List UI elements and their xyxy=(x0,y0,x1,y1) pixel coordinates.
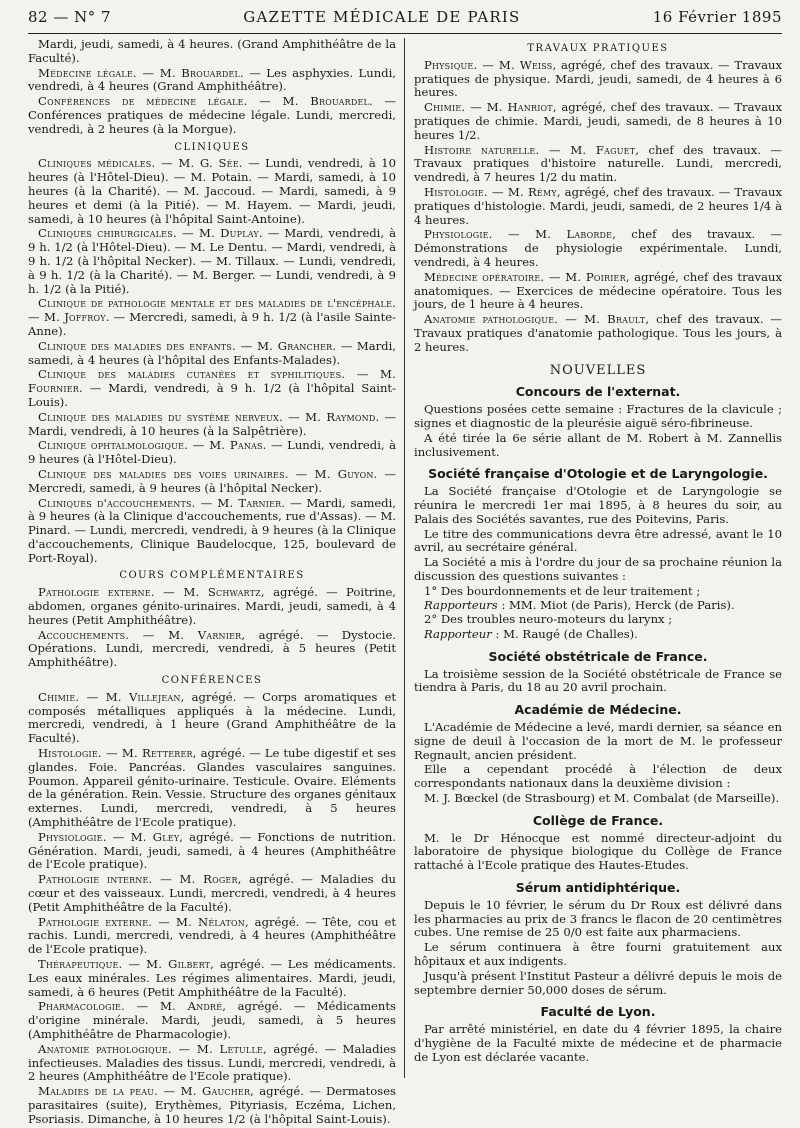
columns xyxy=(28,38,782,1128)
course-details: agrégé. — Maladies infectieuses. Maladies des tissus. Lundi, mercredi, vendredi, à 2 heures (Amphithéâtre de l'Ecole pratique). xyxy=(28,1041,397,1084)
course-entry xyxy=(28,157,396,226)
course-details: — Mardi, samedi, à 9 heures (à la Clinique d'accouchements, rue d'Assas). — M. Pinard. — Lundi, mercredi, vendredi, à 9 heures (à la Clinique d'accouchements, Clinique Baudelocque, 125, boulevard de Port-Royal). xyxy=(28,495,396,565)
course-details: — Lundi, vendredi, à 10 heures (à l'Hôtel-Dieu). — M. Potain. — Mardi, samedi, à 10 heures (à la Charité). — M. Jaccoud. — Mardi, samedi, à 9 heures et demi (à la Pitié). — M. Hayem. — Mardi, jeudi, samedi, à 10 heures (à l'hôpital Saint-Antoine). xyxy=(28,156,396,226)
rapporteur-label: Rapporteurs xyxy=(424,598,498,613)
course-details: agrégé. — Corps aromatiques et composés métalliques appliqués à la médecine. Lundi, mercredi, vendredi, à 1 heure (Grand Amphithéâtre de la Faculté). xyxy=(28,689,396,746)
rapporteur-line xyxy=(414,599,782,613)
section-heading: CLINIQUES xyxy=(174,141,250,153)
course-name: Cliniques chirurgicales. — M. Duplay. xyxy=(38,226,263,241)
course-name: Histologie. — M. Rémy, xyxy=(424,184,561,199)
course-name: Anatomie pathologique. — M. Letulle, xyxy=(38,1041,267,1056)
course-name: Pathologie externe. — M. Schwartz, xyxy=(38,585,265,600)
column-rule xyxy=(404,38,405,1078)
course-entry xyxy=(28,747,396,830)
news-paragraph: L'Académie de Médecine a levé, mardi dernier, sa séance en signe de deuil à l'occasion de la mort de M. le professeur Regnault, ancien président. xyxy=(414,720,782,762)
news-paragraph: La Société française d'Otologie et de Laryngologie se réunira le mercredi 1er mai 1895, à 8 heures du soir, au Palais des Sociétés savantes, rue des Poitevins, Paris. xyxy=(414,484,782,526)
issue-date: 16 Février 1895 xyxy=(652,8,782,26)
course-entry xyxy=(28,1000,396,1041)
course-details: agrégé. — Tête, cou et rachis. Lundi, mercredi, vendredi, à 4 heures (Amphithéâtre de l'Ecole pratique). xyxy=(28,914,396,957)
news-paragraph: 2° Des troubles neuro-moteurs du larynx ; xyxy=(424,612,673,627)
course-entry xyxy=(414,101,782,142)
course-entry xyxy=(28,586,396,627)
news-heading: Sérum antidiphtérique. xyxy=(515,880,681,896)
course-name: Histoire naturelle. — M. Faguet, xyxy=(424,142,640,157)
section-heading: COURS COMPLÉMENTAIRES xyxy=(119,570,305,582)
course-details: agrégé, chef des travaux anatomiques. — Exercices de médecine opératoire. Tous les jours, de 1 heure à 4 heures. xyxy=(414,269,782,312)
course-name: Anatomie pathologique. — M. Brault, xyxy=(424,312,650,327)
course-details: Mardi, jeudi, samedi, à 4 heures. (Grand Amphithéâtre de la Faculté). xyxy=(28,37,396,65)
course-details: agrégé, chef des travaux. — Travaux pratiques de chimie. Mardi, jeudi, samedi, de 8 heures à 10 heures 1/2. xyxy=(414,100,782,142)
course-details: agrégé. — Fonctions de nutrition. Génération. Mardi, jeudi, samedi, à 4 heures (Amphithéâtre de l'Ecole pratique). xyxy=(28,829,396,872)
course-details: — Mardi, vendredi, à 9 h. 1/2 (à l'hôpital Saint-Louis). xyxy=(28,381,396,409)
course-name: Thérapeutique. — M. Gilbert, xyxy=(38,957,215,971)
course-name: Clinique des maladies des enfants. — M. Grancher. xyxy=(38,338,337,353)
course-name: Clinique des maladies du système nerveux. — M. Raymond. xyxy=(38,409,380,424)
news-paragraph: A été tirée la 6e série allant de M. Robert à M. Zannellis inclusivement. xyxy=(414,430,782,459)
course-name: Cliniques médicales. — M. G. Sée. xyxy=(38,156,243,171)
course-details: agrégé. — Poitrine, abdomen, organes génito-urinaires. Mardi, jeudi, samedi, à 4 heures (Petit Amphithéâtre). xyxy=(28,585,396,627)
course-details: — Les asphyxies. Lundi, vendredi, à 4 heures (Grand Amphithéâtre). xyxy=(28,65,396,94)
course-name: Chimie. — M. Villejean, xyxy=(38,689,185,704)
news-paragraph: Le sérum continuera à être fourni gratuitement aux hôpitaux et aux indigents. xyxy=(414,940,782,969)
course-details: — Mercredi, samedi, à 9 h. 1/2 (à l'asile Sainte-Anne). xyxy=(28,310,397,338)
journal-title: GAZETTE MÉDICALE DE PARIS xyxy=(243,8,521,26)
course-name: Clinique de pathologie mentale et des maladies de l'encéphale. — M. Joffroy. xyxy=(28,296,396,325)
course-details: agrégé. — Maladies du cœur et des vaisseaux. Lundi, mercredi, vendredi, à 4 heures (Petit Amphithéâtre de la Faculté). xyxy=(28,872,396,914)
course-name: Histologie. — M. Retterer, xyxy=(38,746,197,761)
course-entry xyxy=(28,439,396,467)
course-entry xyxy=(414,228,782,269)
course-entry xyxy=(28,873,396,914)
course-details: agrégé. — Les médicaments. Les eaux minérales. Les régimes alimentaires. Mardi, jeudi, samedi, à 6 heures (Petit Amphithéâtre de la Faculté). xyxy=(28,957,396,999)
course-details: agrégé. — Dystocie. Opérations. Lundi, mercredi, vendredi, à 5 heures (Petit Amphithéâtre). xyxy=(28,627,396,670)
course-name: Pharmacologie. — M. André, xyxy=(38,999,227,1014)
section-heading: CONFÉRENCES xyxy=(161,675,263,687)
course-name: Accouchements. — M. Varnier, xyxy=(38,627,246,642)
rapporteur-label: Rapporteur xyxy=(424,627,492,642)
course-details: — Mardi, vendredi, à 9 h. 1/2 (à l'Hôtel-Dieu). — M. Le Dentu. — Mardi, vendredi, à 9 h. 1/2 (à l'hôpital Necker). — M. Tillaux. — Lundi, vendredi, à 9 h. 1/2 (à la Charité). — M. Berger. — Lundi, vendredi, à 9 h. 1/2 (à la Pitié). xyxy=(28,226,397,296)
nouvelles-heading: NOUVELLES xyxy=(549,362,647,378)
course-name: Pathologie externe. — M. Nélaton, xyxy=(38,914,249,929)
section-heading: TRAVAUX PRATIQUES xyxy=(527,43,669,54)
course-entry xyxy=(28,468,396,496)
news-heading: Académie de Médecine. xyxy=(514,702,682,718)
course-entry xyxy=(28,340,396,368)
news-paragraph: M. J. Bœckel (de Strasbourg) et M. Combalat (de Marseille). xyxy=(424,791,780,806)
course-entry xyxy=(414,59,782,100)
news-heading: Société obstétricale de France. xyxy=(488,648,708,664)
news-heading: Faculté de Lyon. xyxy=(540,1004,656,1020)
course-name: Conférences de médecine légale. — M. Brouardel. xyxy=(38,94,373,109)
news-heading: Collège de France. xyxy=(532,812,664,828)
course-details: — Mardi, samedi, à 4 heures (à l'hôpital des Enfants-Malades). xyxy=(28,338,396,367)
course-entry xyxy=(414,144,782,185)
news-paragraph: M. le Dr Hénocque est nommé directeur-adjoint du laboratoire de physique biologique du Collège de France rattaché à l'Ecole pratique des Hautes-Etudes. xyxy=(414,830,782,873)
course-entry xyxy=(28,916,396,957)
course-name: Cliniques d'accouchements. — M. Tarnier. xyxy=(38,495,286,510)
news-paragraph: Le titre des communications devra être adressé, avant le 10 avril, au secrétaire général. xyxy=(414,526,782,555)
news-paragraph: Questions posées cette semaine : Fractures de la clavicule ; signes et diagnostic de la pleurésie aiguë séro-fibrineuse. xyxy=(414,402,782,430)
course-details: chef des travaux. — Travaux pratiques d'anatomie pathologique. Tous les jours, à 2 heures. xyxy=(414,312,782,354)
news-paragraph: Par arrêté ministériel, en date du 4 février 1895, la chaire d'hygiène de la Faculté mixte de médecine et de pharmacie de Lyon est déclarée vacante. xyxy=(414,1022,782,1064)
course-details: — Mardi, vendredi, à 10 heures (à la Salpêtrière). xyxy=(28,409,396,438)
news-heading: Société française d'Otologie et de Laryngologie. xyxy=(428,466,768,482)
page-number: 82 — N° 7 xyxy=(28,8,112,26)
course-details: agrégé, chef des travaux. — Travaux pratiques d'histologie. Mardi, jeudi, samedi, de 2 heures 1/4 à 4 heures. xyxy=(414,184,782,227)
news-paragraph: La troisième session de la Société obstétricale de France se tiendra à Paris, du 18 au 20 avril prochain. xyxy=(414,666,782,695)
course-details: — Conférences pratiques de médecine légale. Lundi, mercredi, vendredi, à 2 heures (à la Morgue). xyxy=(28,94,396,136)
course-entry xyxy=(28,831,396,872)
right-column xyxy=(404,38,782,1128)
news-paragraph: Depuis le 10 février, le sérum du Dr Roux est délivré dans les pharmacies au prix de 3 francs le flacon de 20 centimètres cubes. Une remise de 25 0/0 est faite aux pharmaciens. xyxy=(414,897,782,940)
course-entry xyxy=(28,1043,396,1084)
course-name: Médecine opératoire. — M. Poirier, xyxy=(424,269,630,284)
course-entry xyxy=(28,67,396,95)
course-name: Physique. — M. Weiss, xyxy=(424,57,557,72)
page-header xyxy=(28,8,782,34)
course-entry xyxy=(28,95,396,136)
rapporteur-names: : MM. Miot (de Paris), Herck (de Paris). xyxy=(497,598,735,613)
course-entry xyxy=(28,227,396,296)
course-entry xyxy=(28,368,396,409)
course-name: Clinique des maladies cutanées et syphilitiques. — M. Fournier. xyxy=(28,367,396,396)
course-entry xyxy=(28,1085,396,1126)
rapporteur-line xyxy=(414,628,782,642)
course-details: — Mercredi, samedi, à 9 heures (à l'hôpital Necker). xyxy=(28,466,396,495)
course-name: Pathologie interne. — M. Roger, xyxy=(38,872,242,887)
news-paragraph: Jusqu'à présent l'Institut Pasteur a délivré depuis le mois de septembre dernier 50,000 doses de sérum. xyxy=(414,968,782,997)
course-name: Maladies de la peau. — M. Gaucher, xyxy=(38,1084,255,1099)
left-column xyxy=(28,38,404,1128)
course-entry xyxy=(28,411,396,439)
news-paragraph: Elle a cependant procédé à l'élection de deux correspondants nationaux dans la deuxième division : xyxy=(414,762,782,791)
course-name: Médecine légale. — M. Brouardel. xyxy=(38,65,244,80)
rapporteur-names: : M. Raugé (de Challes). xyxy=(491,627,638,642)
course-name: Physiologie. — M. Gley, xyxy=(38,829,184,844)
course-entry xyxy=(28,629,396,670)
course-entry xyxy=(28,497,396,566)
course-name: Clinique des maladies des voies urinaires. — M. Guyon. xyxy=(38,466,378,481)
course-details: agrégé. — Le tube digestif et ses glandes. Foie. Pancréas. Glandes vasculaires sanguines. Poumon. Appareil génito-urinaire. Testicule. Ovaire. Eléments de la génération. Rein. Vessie. Structure des organes génitaux externes. Lundi, mercredi, vendredi, à 5 heures (Amphithéâtre de l'Ecole pratique). xyxy=(28,746,396,830)
news-heading: Concours de l'externat. xyxy=(515,384,681,400)
course-entry xyxy=(28,38,396,66)
course-details: agrégé. — Dermatoses parasitaires (suite), Erythèmes, Pityriasis, Eczéma, Lichen, Psoriasis. Dimanche, à 10 heures 1/2 (à l'hôpital Saint-Louis). xyxy=(28,1084,396,1126)
course-entry xyxy=(28,297,396,338)
course-details: — Lundi, vendredi, à 9 heures (à l'Hôtel-Dieu). xyxy=(28,438,396,467)
course-details: chef des travaux. — Travaux pratiques d'histoire naturelle. Lundi, mercredi, vendredi, à 7 heures 1/2 du matin. xyxy=(414,142,782,185)
course-name: Chimie. — M. Hanriot, xyxy=(424,100,557,115)
course-entry xyxy=(414,313,782,354)
news-paragraph: La Société a mis à l'ordre du jour de sa prochaine réunion la discussion des questions suivantes : xyxy=(414,555,782,583)
news-paragraph: 1° Des bourdonnements et de leur traitement ; xyxy=(424,583,701,598)
course-entry xyxy=(28,691,396,746)
course-details: agrégé, chef des travaux. — Travaux pratiques de physique. Mardi, jeudi, samedi, de 4 heures à 6 heures. xyxy=(414,57,782,100)
course-name: Clinique ophtalmologique. — M. Panas. xyxy=(38,438,267,453)
course-entry xyxy=(414,271,782,312)
course-name: Physiologie. — M. Laborde, xyxy=(424,227,617,242)
course-details: chef des travaux. — Démonstrations de physiologie expérimentale. Lundi, vendredi, à 4 heures. xyxy=(414,227,783,269)
course-entry xyxy=(28,958,396,999)
course-entry xyxy=(414,186,782,227)
course-details: agrégé. — Médicaments d'origine minérale. Mardi, jeudi, samedi, à 5 heures (Amphithéâtre de Pharmacologie). xyxy=(28,999,396,1041)
